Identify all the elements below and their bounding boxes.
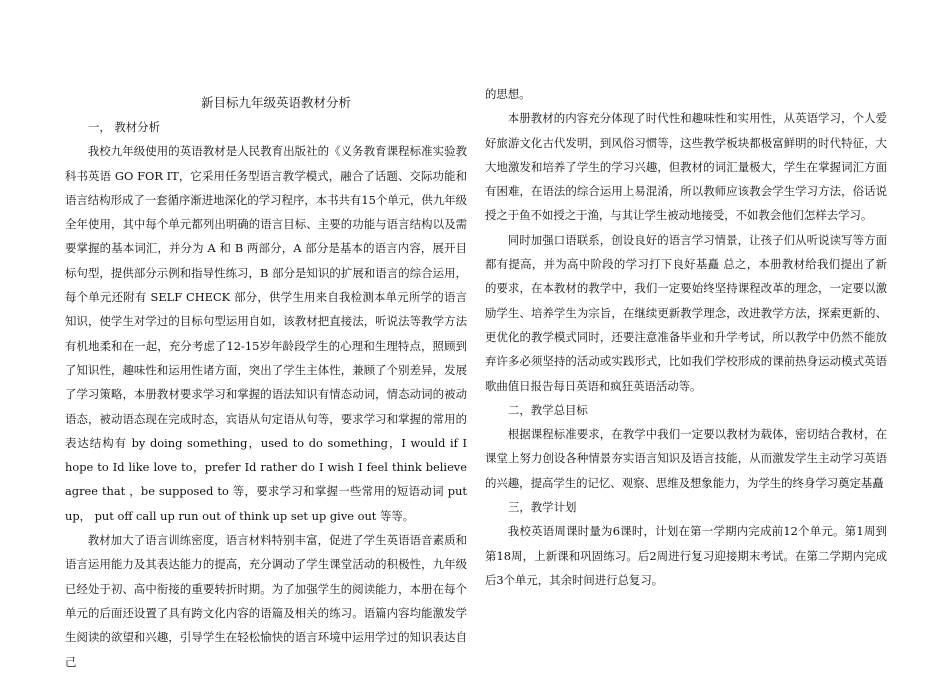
paragraph-content-features: 本册教材的内容充分体现了时代性和趣味性和实用性，从英语学习，个人爱好旅游文化古代发明，到风俗习惯等，这些教学板块都极富鲜明的时代特征，大大地激发和培养了学生的学习兴趣，但教材的词汇量极大，学生在掌握词汇方面有困难，在语法的综合运用上易混淆，所以教师应该教会学生学习方法，俗话说授之于鱼不如授之于渔，与其让学生被动地接受，不如教会他们怎样去学习。 bbox=[485, 111, 887, 223]
section-heading-3: 三，教学计划 bbox=[508, 500, 577, 515]
left-column bbox=[65, 82, 467, 674]
paragraph-continuation: 的思想。 bbox=[485, 87, 531, 101]
paragraph-training-density: 教材加大了语言训练密度，语言材料特别丰富，促进了学生英语语音素质和语言运用能力及其表达能力的提高，充分调动了学生课堂活动的积极性，九年级已经处于初、高中衔接的重要转折时期。为了加强学生的阅读能力，本册在每个单元的后面还设置了具有跨文化内容的语篇及相关的练习。语篇内容均能激发学生阅读的欲望和兴趣，引导学生在轻松愉快的语言环境中运用学过的知识表达自己 bbox=[65, 533, 467, 669]
paragraph-teaching-plan: 我校英语周课时量为6课时，计划在第一学期内完成前12个单元。第1周到第18周，上新课和巩固练习。后2周进行复习迎接期末考试。在第二学期内完成后3个单元，其余时间进行总复习。 bbox=[485, 524, 887, 587]
paragraph-oral-practice: 同时加强口语联系，创设良好的语言学习情景，让孩子们从听说读写等方面都有提高，并为高中阶段的学习打下良好基矗 总之，本册教材给我们提出了新的要求，在本教材的教学中，我们一定要始终坚持课程改革的理念，一定要以激励学生、培养学生为宗旨，在继续更新教学理念，改进教学方法，探索更新的、更优化的教学模式同时，还要注意准备毕业和升学考试，所以教学中仍然不能放弃许多必须坚持的活动或实践形式，比如我们学校形成的课前热身运动模式英语歌曲值日报告每日英语和疯狂英语活动等。 bbox=[485, 232, 887, 393]
section-heading-2: 二，教学总目标 bbox=[508, 402, 588, 417]
paragraph-teaching-goals: 根据课程标准要求，在教学中我们一定要以教材为载体，密切结合教材，在课堂上努力创设各种情景夯实语言知识及语言技能，从而激发学生主动学习英语的兴趣，提高学生的记忆、观察、思维及想象能力，为学生的终身学习奠定基矗 bbox=[485, 427, 887, 490]
section-heading-1: 一， 教材分析 bbox=[88, 120, 160, 134]
document-title: 新目标九年级英语教材分析 bbox=[200, 95, 351, 110]
right-column bbox=[485, 82, 887, 592]
paragraph-textbook-intro: 我校九年级使用的英语教材是人民教育出版社的《义务教育课程标准实验教科书英语 GO FOR IT，它采用任务型语言教学模式，融合了话题、交际功能和语言结构形成了一套循序渐进地深化的学习程序，本书共有15个单元，供九年级全年使用，其中每个单元都列出明确的语言目标、主要的功能与语言结构以及需要掌握的基本词汇，并分为 A 和 B 两部分，A 部分是基本的语言内容，展开目标句型，提供部分示例和指导性练习，B 部分是知识的扩展和语言的综合运用，每个单元还附有 SELF CHECK 部分，供学生用来自我检测本单元所学的语言知识，使学生对学过的目标句型运用自如，该教材把直接法，听说法等教学方法有机地柔和在一起，充分考虑了12-15岁年龄段学生的心理和生理特点，照顾到了知识性，趣味性和运用性诸方面，突出了学生主体性，兼顾了个别差异，发展了学习策略，本册教材要求学习和掌握的语法知识有情态动词，情态动词的被动语态，被动语态现在完成时态，宾语从句定语从句等，要求学习和掌握的常用的表达结构有 by doing something，used to do something，I would if I hope to Id like love to，prefer Id rather do I wish I feel think believe agree that ，be supposed to 等，要求学习和掌握一些常用的短语动词 put up， put off call up run out of think up set up give out 等等。 bbox=[65, 144, 467, 523]
